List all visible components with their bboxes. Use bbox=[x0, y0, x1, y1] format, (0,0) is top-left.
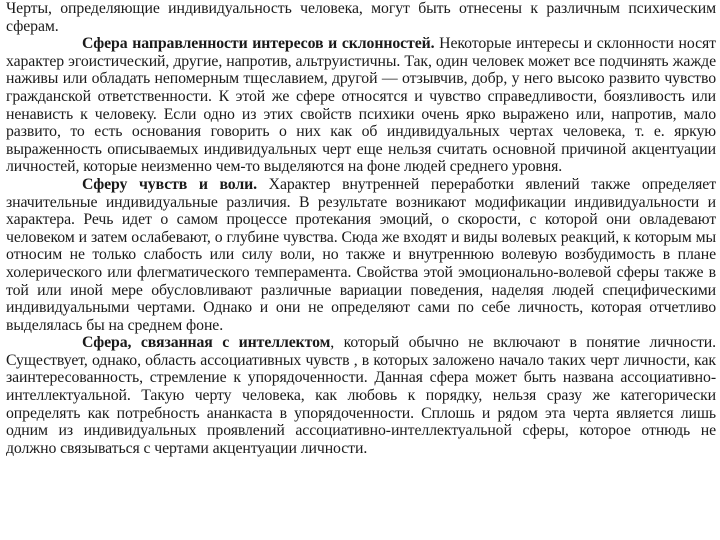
feelings-will-paragraph bbox=[6, 176, 716, 334]
intellect-heading: Сфера, связанная с интеллектом bbox=[82, 334, 331, 352]
interests-paragraph bbox=[6, 35, 716, 176]
intro-text: Черты, определяющие индивидуальность человека, могут быть отнесены к различным психическим сферам. bbox=[6, 0, 716, 35]
interests-heading: Сфера направленности интересов и склонностей. bbox=[82, 35, 435, 53]
intellect-text: , который обычно не включают в понятие личности. Существует, однако, область ассоциативных чувств , в которых заложено начало таких черт личности, как заинтересованность, стремление к упорядоченности. Данная сфера может быть названа ассоциативно-интеллектуальной. Такую черту человека, как любовь к порядку, нельзя сразу же категорически определять как потребность ананкаста в упорядоченности. Сплошь и рядом эта черта является лишь одним из индивидуальных проявлений ассоциативно-интеллектуальной сферы, которое отнюдь не должно связываться с чертами акцентуации личности. bbox=[6, 334, 716, 457]
feelings-will-heading: Сферу чувств и воли. bbox=[82, 175, 257, 193]
intro-paragraph bbox=[6, 0, 716, 35]
interests-text: Некоторые интересы и склонности носят характер эгоистический, другие, напротив, альтруистичны. Так, один человек может все подчинять жажде наживы или обладать непомерным тщеславием, другой — отзывчив, добр, у него высоко развито чувство гражданской ответственности. К этой же сфере относятся и чувство справедливости, боязливость или ненависть к человеку. Если одно из этих свойств психики очень ярко выражено или, напротив, мало развито, то есть основания говорить о них как об индивидуальных чертах человека, т. е. яркую выраженность описываемых индивидуальных черт еще нельзя считать основной причиной акцентуации личностей, которые неизменно чем-то выделяются на фоне людей среднего уровня. bbox=[6, 35, 716, 176]
feelings-will-text: Характер внутренней переработки явлений также определяет значительные индивидуальные различия. В результате возникают модификации индивидуальности и характера. Речь идет о самом процессе протекания эмоций, о скорости, с которой они овладевают человеком и затем ослабевают, о глубине чувства. Сюда же входят и виды волевых реакций, к которым мы относим не только слабость или силу воли, но также и внутреннюю волевую возбудимость в плане холерического или флегматического темперамента. Свойства этой эмоционально-волевой сферы также в той или иной мере обусловливают различные вариации поведения, наделяя людей специфическими индивидуальными чертами. Однако и они не определяют сами по себе личность, которая отчетливо выделялась бы на среднем фоне. bbox=[6, 175, 716, 334]
intellect-paragraph bbox=[6, 334, 716, 457]
